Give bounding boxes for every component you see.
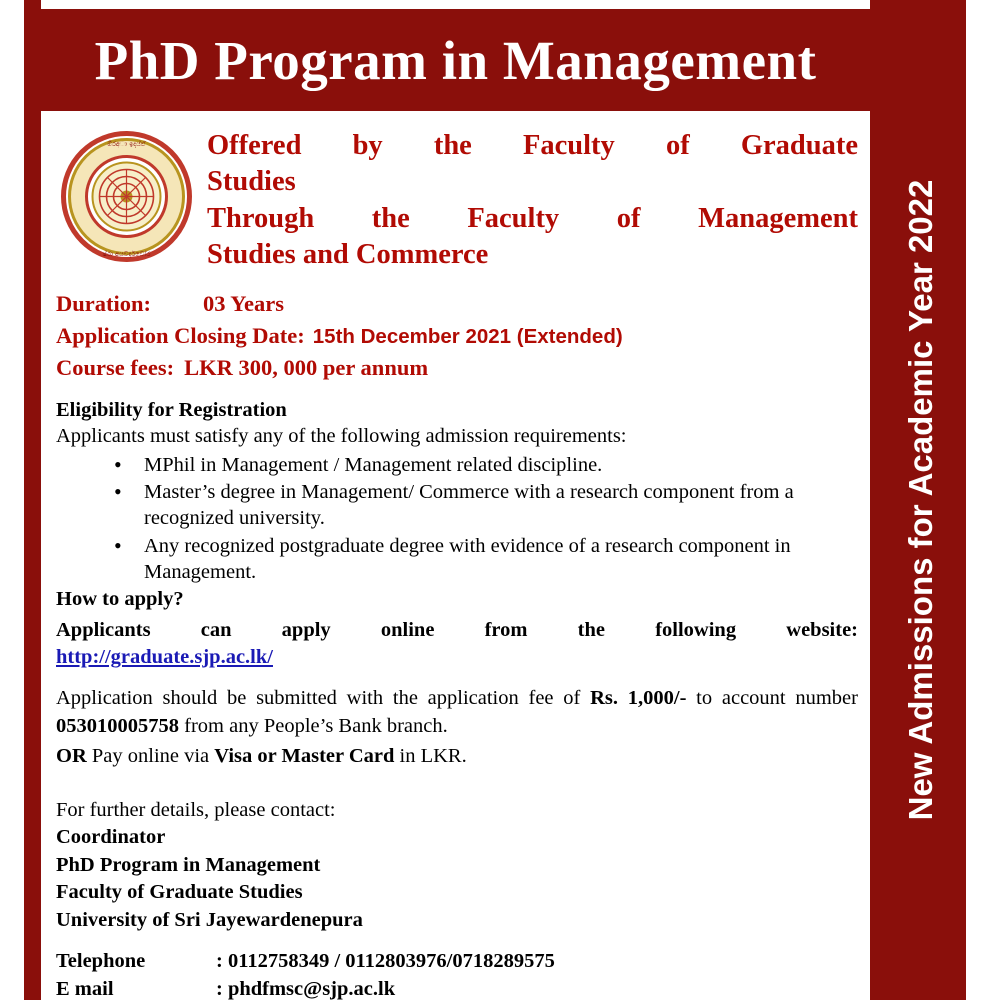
offered-line-3: Through the Faculty of Management	[207, 202, 858, 234]
title-banner	[41, 6, 870, 111]
offered-line-1: Offered by the Faculty of Graduate	[207, 130, 858, 161]
university-crest-icon	[60, 130, 193, 263]
crest-top-text: ම්රඅා ඉදය්ඒ	[107, 140, 146, 148]
eligibility-intro: Applicants must satisfy any of the following admission requirements:	[56, 425, 627, 448]
duration-value: 03 Years	[203, 290, 285, 316]
payment-account-number: 053010005758	[56, 714, 179, 737]
page-title: PhD Program in Management	[94, 29, 817, 91]
telephone-label: Telephone	[56, 950, 146, 973]
poster-content	[48, 120, 868, 1000]
payment-card-types: Visa or Master Card	[214, 744, 395, 767]
offered-by-text	[207, 120, 858, 274]
contact-role: Coordinator	[56, 826, 166, 849]
banner-separator	[41, 111, 870, 116]
telephone-value: : 0112758349 / 0112803976/0718289575	[216, 950, 555, 973]
contact-faculty: Faculty of Graduate Studies	[56, 881, 303, 904]
offered-line-2: Studies	[207, 166, 296, 198]
payment-online-mid: Pay online via	[86, 744, 215, 767]
duration-label: Duration:	[56, 290, 151, 316]
payment-paragraph-2	[56, 743, 858, 771]
payment-post: from any People’s Bank branch.	[179, 714, 448, 737]
contact-section	[56, 797, 858, 934]
payment-fee: Rs. 1,000/-	[590, 687, 687, 710]
telephone-row	[56, 948, 858, 976]
offered-by-section	[56, 120, 858, 274]
contact-program: PhD Program in Management	[56, 853, 321, 876]
email-label: E mail	[56, 977, 114, 1000]
payment-mid: to account number	[686, 687, 858, 710]
eligibility-heading: Eligibility for Registration	[56, 398, 287, 421]
payment-or: OR	[56, 744, 87, 767]
application-website-link[interactable]: http://graduate.sjp.ac.lk/	[56, 646, 273, 669]
how-to-apply-line: Applicants can apply online from the following website:	[56, 618, 858, 641]
side-banner-label: New Admissions for Academic Year 2022	[902, 179, 939, 821]
eligibility-list	[56, 452, 858, 585]
how-to-apply-heading: How to apply?	[56, 588, 184, 611]
course-fees-label: Course fees:	[56, 354, 175, 380]
list-item: • Master’s degree in Management/ Commerce with a research component from a recognized university.	[144, 479, 858, 531]
contact-intro: For further details, please contact:	[56, 798, 336, 821]
course-fees-value: LKR 300, 000 per annum	[184, 354, 429, 380]
closing-date-label: Application Closing Date:	[56, 322, 305, 348]
side-banner	[876, 0, 966, 1000]
contact-details	[56, 948, 858, 1004]
list-item: • MPhil in Management / Management related discipline.	[144, 452, 858, 478]
offered-line-4: Studies and Commerce	[207, 239, 489, 271]
crest-bottom-text: ෂ්රා අයවර්දවෝර	[102, 250, 151, 258]
payment-currency: in LKR.	[394, 744, 467, 767]
closing-date-value: 15th December 2021 (Extended)	[312, 324, 623, 348]
payment-pre: Application should be submitted with the application fee of	[56, 687, 591, 710]
payment-paragraph-1	[56, 685, 858, 741]
closing-date-row	[56, 320, 858, 352]
contact-university: University of Sri Jayewardenepura	[56, 908, 363, 931]
course-fees-row	[56, 352, 858, 384]
eligibility-section	[56, 397, 858, 1004]
program-meta	[56, 288, 858, 384]
poster-right-margin	[966, 0, 993, 1000]
list-item: • Any recognized postgraduate degree with evidence of a research component in Management.	[144, 533, 858, 585]
duration-row	[56, 288, 858, 320]
email-value: : phdfmsc@sjp.ac.lk	[216, 977, 396, 1000]
